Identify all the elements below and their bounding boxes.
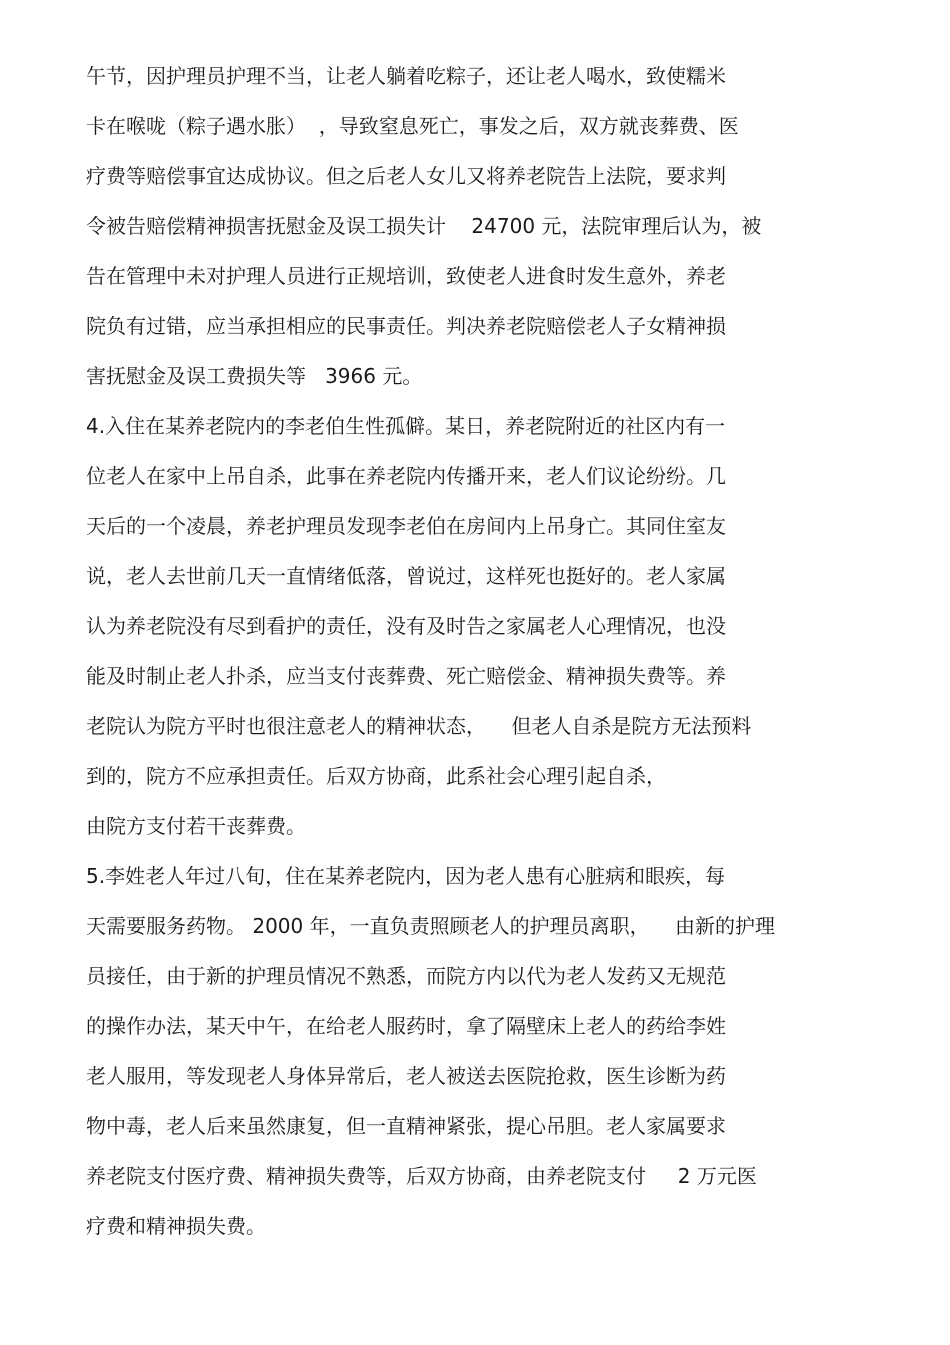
text-line: 老人服用，等发现老人身体异常后，老人被送去医院抢救，医生诊断为药 xyxy=(86,1064,726,1088)
text-line: 老院认为院方平时也很注意老人的精神状态， 但老人自杀是院方无法预料 xyxy=(86,714,752,738)
text-line: 疗费和精神损失费。 xyxy=(86,1214,266,1238)
text-line: 养老院支付医疗费、精神损失费等，后双方协商，由养老院支付 2 万元医 xyxy=(86,1164,757,1188)
text-line: 说，老人去世前几天一直情绪低落，曾说过，这样死也挺好的。老人家属 xyxy=(86,564,726,588)
text-line: 员接任，由于新的护理员情况不熟悉，而院方内以代为老人发药又无规范 xyxy=(86,964,726,988)
text-line: 告在管理中未对护理人员进行正规培训，致使老人进食时发生意外，养老 xyxy=(86,264,726,288)
text-line: 害抚慰金及误工费损失等 3966 元。 xyxy=(86,364,423,388)
text-line: 位老人在家中上吊自杀，此事在养老院内传播开来，老人们议论纷纷。几 xyxy=(86,464,726,488)
text-line: 天需要服务药物。 2000 年，一直负责照顾老人的护理员离职， 由新的护理 xyxy=(86,914,776,938)
text-line: 午节，因护理员护理不当，让老人躺着吃粽子，还让老人喝水，致使糯米 xyxy=(86,64,726,88)
text-line: 令被告赔偿精神损害抚慰金及误工损失计 24700 元，法院审理后认为，被 xyxy=(86,214,762,238)
text-line: 疗费等赔偿事宜达成协议。但之后老人女儿又将养老院告上法院，要求判 xyxy=(86,164,726,188)
text-line: 5.李姓老人年过八旬，住在某养老院内，因为老人患有心脏病和眼疾，每 xyxy=(86,864,726,888)
text-line: 物中毒，老人后来虽然康复，但一直精神紧张，提心吊胆。老人家属要求 xyxy=(86,1114,726,1138)
text-line: 院负有过错，应当承担相应的民事责任。判决养老院赔偿老人子女精神损 xyxy=(86,314,726,338)
text-line: 天后的一个凌晨，养老护理员发现李老伯在房间内上吊身亡。其同住室友 xyxy=(86,514,726,538)
text-line: 卡在喉咙（粽子遇水胀） ，导致窒息死亡，事发之后，双方就丧葬费、医 xyxy=(86,114,739,138)
text-line: 认为养老院没有尽到看护的责任，没有及时告之家属老人心理情况，也没 xyxy=(86,614,726,638)
text-line: 由院方支付若干丧葬费。 xyxy=(86,814,306,838)
text-line: 4.入住在某养老院内的李老伯生性孤僻。某日，养老院附近的社区内有一 xyxy=(86,414,726,438)
text-line: 到的，院方不应承担责任。后双方协商，此系社会心理引起自杀， xyxy=(86,764,666,788)
text-line: 的操作办法，某天中午，在给老人服药时，拿了隔壁床上老人的药给李姓 xyxy=(86,1014,726,1038)
text-line: 能及时制止老人扑杀，应当支付丧葬费、死亡赔偿金、精神损失费等。养 xyxy=(86,664,726,688)
